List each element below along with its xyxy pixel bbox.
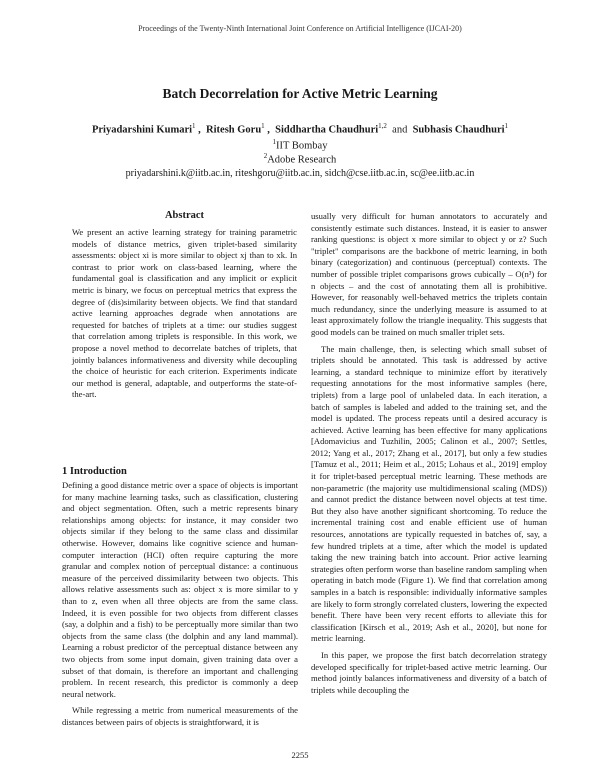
abstract-body — [72, 227, 297, 401]
paper-title: Batch Decorrelation for Active Metric Learning — [162, 86, 438, 101]
author-name: Priyadarshini Kumari — [91, 124, 193, 136]
affiliation-name: Adobe Research — [267, 154, 337, 166]
paragraph: Defining a good distance metric over a space of objects is important for many machine learning tasks, such as classification, clustering and object segmentation. Often, such a metric represents binary relationships among objects: for instance, it may consider two objects similar if they belong to the same class and dissimilar otherwise. However, domains like cognitive science and human-computer interaction (HCI) often require capturing the more granular and complex notion of perceptual distance: a continuous measure of the perceived dissimilarity between two objects. This allows relative assessments such as: object x is more similar to y than to z, even when all three objects are from the same class. Indeed, it is even possible for two objects from different classes (say, a dolphin and a fish) to be perceptually more similar than two objects from the same class (the dolphin and any land mammal). Learning a robust predictor of the perceptual distance between any two objects from some input domain, given training data over a subset of that domain, is therefore an important and challenging problem. In recent research, this predictor is commonly a deep neural network. — [62, 480, 298, 699]
paragraph: While regressing a metric from numerical measurements of the distances between pairs of objects is straightforward, it is — [62, 705, 298, 727]
author-affiliation-mark: 1,2 — [378, 122, 387, 130]
author-name: Subhasis Chaudhuri — [412, 124, 505, 136]
paragraph: The main challenge, then, is selecting which small subset of triplets should be annotated. This task is addressed by active learning, a standard technique to minimize effort by iteratively requesting annotations for the most informative samples (here, triplets) from a large pool of unlabeled data. In each iteration, a batch of samples is labeled and added to the training set, and the model is updated. The process repeats until a desired accuracy is achieved. Active learning has been effective for many applications [Adomavicius and Tuzhilin, 2005; Calinon et al., 2007; Settles, 2012; Yang et al., 2017; Zhang et al., 2017], but only a few studies [Tamuz et al., 2011; Heim et al., 2015; Lohaus et al., 2019] employ it for triplet-based perceptual metric learning. These methods are non-parametric (the majority use multidimensional scaling (MDS)) and cannot predict the distance between novel objects at test time. But they also have another significant shortcoming. To reduce the incremental training cost and enable efficient use of human resources, annotations are typically requested in batches of, say, a few hundred triplets at a time, after which the model is updated taking the new training batch into account. Prior active learning strategies often perform worse than baseline random sampling when operating in batch mode (Figure 1). We find that correlation among samples in a batch is responsible: individually informative samples are likely to form strongly correlated clusters, lowering the expected benefit. There have been very recent efforts to alleviate this for classification [Kirsch et al., 2019; Ash et al., 2020], but none for metric learning. — [311, 343, 547, 644]
author-affiliation-mark: 1 — [504, 122, 509, 130]
paragraph: usually very difficult for human annotators to accurately and consistently estimate such distances. Instead, it is easier to answer ranking questions: is object x more similar to object y or z? Such "triplet" comparisons are the backbone of metric learning, in both binary (categorization) and continuous (perceptual) contexts. The number of possible triplet comparisons grows cubically – O(n³) for n objects – and the cost of annotating them all is prohibitive. However, for reasonably well-behaved metrics the triplets contain much redundancy, since the underlying measure is assumed to at least approximately follow the triangle inequality. This suggests that good models can be trained on much smaller triplet sets. — [311, 211, 547, 337]
affiliation-name: IIT Bombay — [276, 140, 328, 152]
affiliation — [0, 138, 600, 152]
page-number: 2255 — [291, 750, 309, 760]
proceedings-header: Proceedings of the Twenty-Ninth International Joint Conference on Artificial Intelligence (IJCAI-20) — [138, 24, 462, 33]
introduction-left-column — [62, 480, 298, 728]
author-name: Siddhartha Chaudhuri — [275, 124, 379, 136]
section-heading-introduction: 1 Introduction — [62, 466, 127, 477]
author-separator: , — [264, 124, 270, 136]
author-separator: , — [195, 124, 201, 136]
author-and: and — [392, 124, 408, 136]
author-name: Ritesh Goru — [206, 124, 262, 136]
affiliation-number: 1 — [272, 138, 277, 146]
affiliation-number: 2 — [263, 152, 268, 160]
author-affiliation-mark: 1 — [192, 122, 196, 130]
paragraph: In this paper, we propose the first batch decorrelation strategy developed specifically for triplet-based active metric learning. Our method jointly balances informativeness and diversity of a batch of triplets while decoupling the — [311, 649, 547, 695]
author-list — [0, 122, 600, 136]
abstract-text: We present an active learning strategy for training parametric models of distance metrics, given triplet-based similarity assessments: object xi is more similar to object xj than to xk. In contrast to prior work on class-based learning, where the fundamental goal is classification and any implicit or explicit metric is binary, we focus on perceptual metrics that express the degree of (dis)similarity between objects. We find that standard active learning approaches degrade when annotations are requested for batches of triplets at a time: our studies suggest that correlation among triplets is responsible. In this work, we propose a novel method to decorrelate batches of triplets, that jointly balances informativeness and diversity while decoupling the choice of heuristic for each criterion. Experiments indicate our method is general, adaptable, and outperforms the state-of-the-art. — [72, 227, 297, 400]
right-column — [311, 211, 547, 696]
author-affiliation-mark: 1 — [261, 122, 265, 130]
affiliation — [0, 152, 600, 166]
abstract-heading: Abstract — [164, 210, 205, 221]
author-emails: priyadarshini.k@iitb.ac.in, riteshgoru@iitb.ac.in, sidch@cse.iitb.ac.in, sc@ee.iitb.ac.in — [125, 168, 475, 179]
